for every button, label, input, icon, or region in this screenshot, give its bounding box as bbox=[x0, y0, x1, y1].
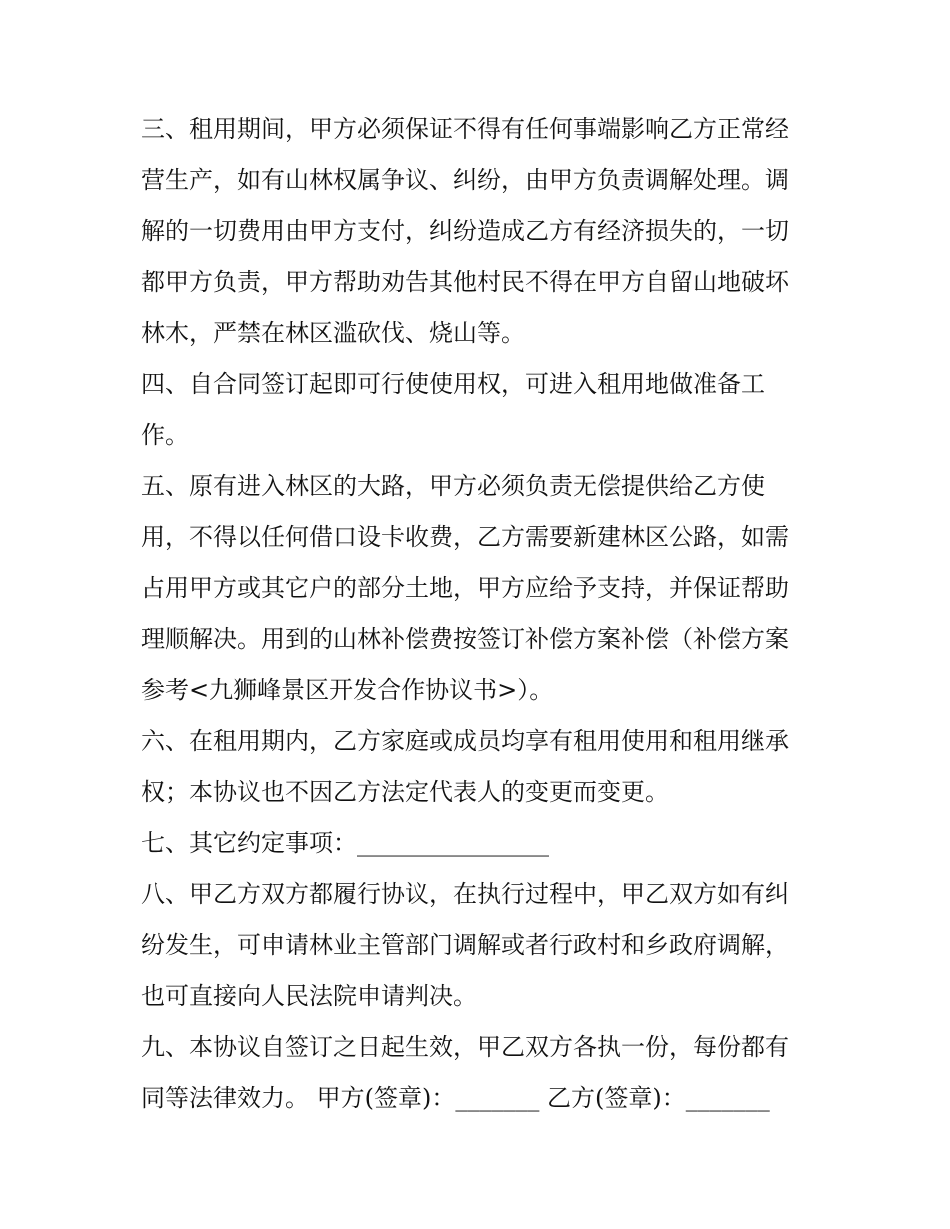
clause-5-line-3: 占用甲方或其它户的部分土地，甲方应给予支持，并保证帮助 bbox=[141, 574, 789, 602]
clause-5-line-5: 参考<九狮峰景区开发合作协议书>）。 bbox=[141, 676, 554, 704]
clause-6-line-2: 权；本协议也不因乙方法定代表人的变更而变更。 bbox=[141, 778, 669, 806]
clause-8-line-2: 纷发生，可申请林业主管部门调解或者行政村和乡政府调解， bbox=[141, 931, 789, 959]
clause-9-line-1: 九、本协议自签订之日起生效，甲乙双方各执一份，每份都有 bbox=[141, 1033, 789, 1061]
document-page bbox=[141, 104, 821, 1124]
clause-3-line-3: 解的一切费用由甲方支付，纠纷造成乙方有经济损失的，一切 bbox=[141, 217, 789, 245]
clause-6-line-1: 六、在租用期内，乙方家庭或成员均享有租用使用和租用继承 bbox=[141, 727, 789, 755]
clause-5-line-4: 理顺解决。用到的山林补偿费按签订补偿方案补偿（补偿方案 bbox=[141, 625, 789, 653]
clause-8-line-1: 八、甲乙方双方都履行协议，在执行过程中，甲乙双方如有纠 bbox=[141, 880, 789, 908]
clause-3-line-4: 都甲方负责，甲方帮助劝告其他村民不得在甲方自留山地破坏 bbox=[141, 268, 789, 296]
clause-4-line-1: 四、自合同签订起即可行使使用权，可进入租用地做准备工 bbox=[141, 370, 765, 398]
clause-5-line-1: 五、原有进入林区的大路，甲方必须负责无偿提供给乙方使 bbox=[141, 472, 765, 500]
clause-5-line-2: 用，不得以任何借口设卡收费，乙方需要新建林区公路，如需 bbox=[141, 523, 789, 551]
clause-8-line-3: 也可直接向人民法院申请判决。 bbox=[141, 982, 477, 1010]
clause-3-line-1: 三、租用期间，甲方必须保证不得有任何事端影响乙方正常经 bbox=[141, 115, 789, 143]
clause-4-line-2: 作。 bbox=[141, 421, 189, 449]
clause-3-line-2: 营生产，如有山林权属争议、纠纷，由甲方负责调解处理。调 bbox=[141, 166, 789, 194]
clause-7-line-1: 七、其它约定事项：________________ bbox=[141, 829, 549, 857]
clause-3-line-5: 林木，严禁在林区滥砍伐、烧山等。 bbox=[141, 319, 525, 347]
clause-9-signature-line: 同等法律效力。 甲方(签章)：_______ 乙方(签章)：_______ bbox=[141, 1084, 770, 1112]
